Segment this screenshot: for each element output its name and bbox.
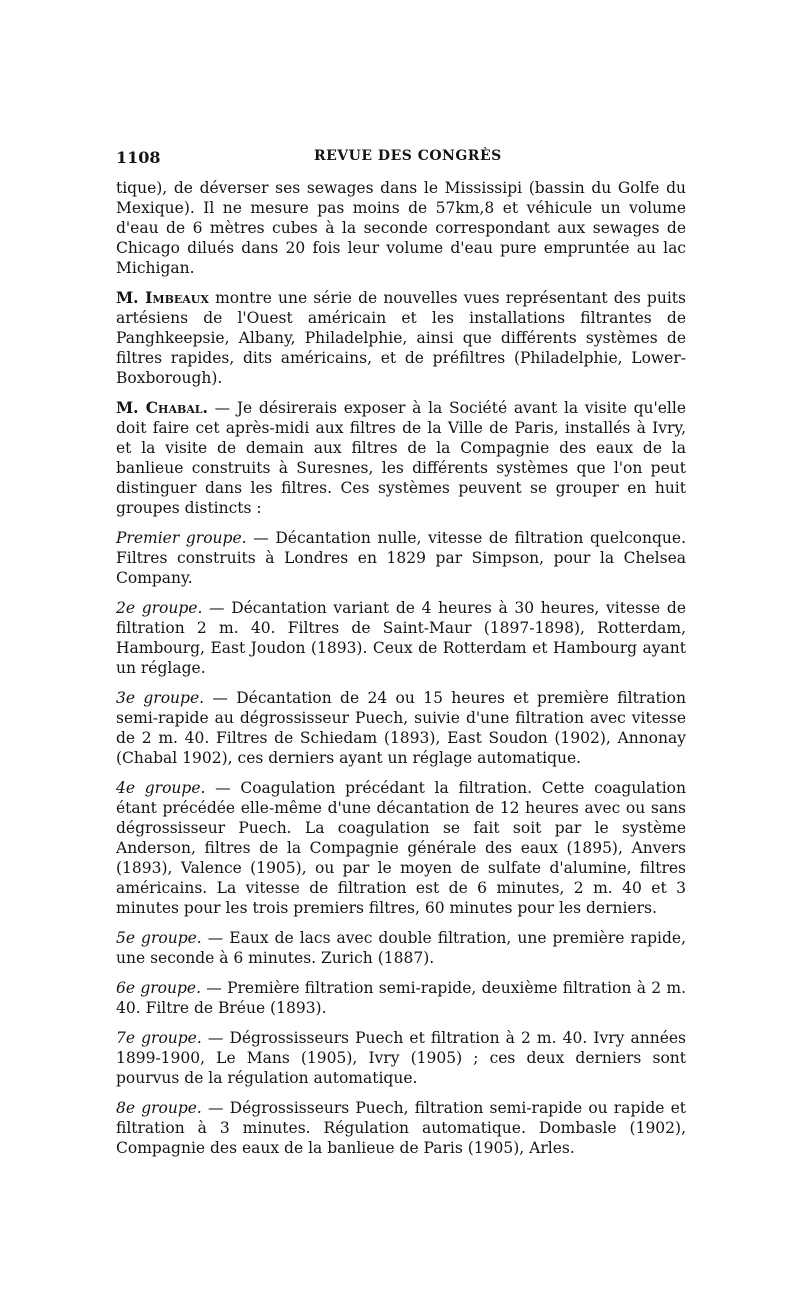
- paragraph-continuation: [116, 178, 686, 278]
- paragraph-text: — Eaux de lacs avec double filtration, une première rapide, une seconde à 6 minutes. Zurich (1887).: [116, 929, 686, 967]
- paragraph-imbeaux: [116, 288, 686, 388]
- paragraph-text: montre une série de nouvelles vues représentant des puits artésiens de l'Ouest américain et les installations filtrantes de Panghkeepsie, Albany, Philadelphie, ainsi que différents systèmes de filtres rapides, dits américains, et de préfiltres (Philadelphie, Lower-Boxborough).: [116, 289, 686, 387]
- paragraph-group-6: [116, 978, 686, 1018]
- page-number: 1108: [116, 148, 161, 167]
- paragraph-group-3: [116, 688, 686, 768]
- paragraph-text: tique), de déverser ses sewages dans le Mississipi (bassin du Golfe du Mexique). Il ne mesure pas moins de 57km,8 et véhicule un volume d'eau de 6 mètres cubes à la seconde correspondant aux sewages de Chicago dilués dans 20 fois leur volume d'eau pure empruntée au lac Michigan.: [116, 179, 686, 277]
- speaker-name: M. Imbeaux: [116, 288, 209, 307]
- paragraph-text: — Je désirerais exposer à la Société avant la visite qu'elle doit faire cet après-midi aux filtres de la Ville de Paris, installés à Ivry, et la visite de demain aux filtres de la Compagnie des eaux de la banlieue construits à Suresnes, les différents systèmes que l'on peut distinguer dans les filtres. Ces systèmes peuvent se grouper en huit groupes distincts :: [116, 399, 686, 517]
- group-label: Premier groupe.: [116, 529, 247, 547]
- group-label: 5e groupe.: [116, 929, 202, 947]
- paragraph-group-2: [116, 598, 686, 678]
- body-text: [116, 178, 686, 1168]
- group-label: 4e groupe.: [116, 779, 206, 797]
- paragraph-group-4: [116, 778, 686, 918]
- paragraph-text: — Coagulation précédant la filtration. Cette coagulation étant précédée elle-même d'une décantation de 12 heures avec ou sans dégrossisseur Puech. La coagulation se fait soit par le système Anderson, filtres de la Compagnie générale des eaux (1895), Anvers (1893), Valence (1905), ou par le moyen de sulfate d'alumine, filtres américains. La vitesse de filtration est de 6 minutes, 2 m. 40 et 3 minutes pour les trois premiers filtres, 60 minutes pour les derniers.: [116, 779, 686, 917]
- page-header: [116, 148, 686, 178]
- paragraph-group-1: [116, 528, 686, 588]
- group-label: 3e groupe.: [116, 689, 205, 707]
- paragraph-text: — Dégrossisseurs Puech et filtration à 2 m. 40. Ivry années 1899-1900, Le Mans (1905), Ivry (1905) ; ces deux derniers sont pourvus de la régulation automatique.: [116, 1029, 686, 1087]
- group-label: 2e groupe.: [116, 599, 203, 617]
- group-label: 6e groupe.: [116, 979, 201, 997]
- paragraph-group-7: [116, 1028, 686, 1088]
- paragraph-text: — Décantation variant de 4 heures à 30 heures, vitesse de filtration 2 m. 40. Filtres de Saint-Maur (1897-1898), Rotterdam, Hambourg, East Joudon (1893). Ceux de Rotterdam et Hambourg ayant un réglage.: [116, 599, 686, 677]
- paragraph-text: — Dégrossisseurs Puech, filtration semi-rapide ou rapide et filtration à 3 minutes. Régulation automatique. Dombasle (1902), Compagnie des eaux de la banlieue de Paris (1905), Arles.: [116, 1099, 686, 1157]
- paragraph-group-8: [116, 1098, 686, 1158]
- speaker-name: M. Chabal.: [116, 398, 208, 417]
- running-title: REVUE DES CONGRÈS: [314, 148, 502, 164]
- group-label: 7e groupe.: [116, 1029, 202, 1047]
- paragraph-chabal: [116, 398, 686, 518]
- paragraph-text: — Décantation nulle, vitesse de filtration quelconque. Filtres construits à Londres en 1829 par Simpson, pour la Chelsea Company.: [116, 529, 686, 587]
- paragraph-group-5: [116, 928, 686, 968]
- group-label: 8e groupe.: [116, 1099, 202, 1117]
- paragraph-text: — Décantation de 24 ou 15 heures et première filtration semi-rapide au dégrossisseur Puech, suivie d'une filtration avec vitesse de 2 m. 40. Filtres de Schiedam (1893), East Soudon (1902), Annonay (Chabal 1902), ces derniers ayant un réglage automatique.: [116, 689, 686, 767]
- paragraph-text: — Première filtration semi-rapide, deuxième filtration à 2 m. 40. Filtre de Bréue (1893).: [116, 979, 686, 1017]
